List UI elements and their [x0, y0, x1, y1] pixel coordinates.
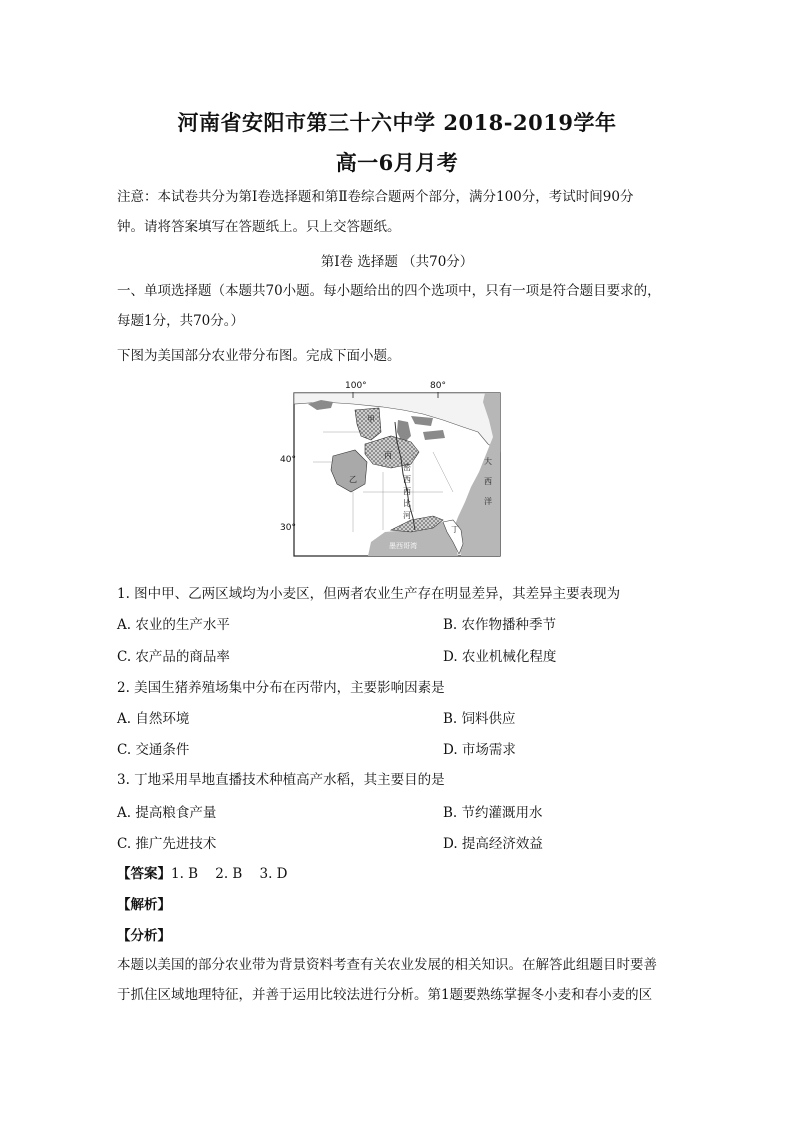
map-figure: [293, 392, 501, 557]
part-instructions: [117, 276, 677, 336]
lon-100-label: 100°: [345, 381, 367, 391]
river-char-5: 河: [403, 511, 411, 520]
q2-option-b: B. 饲料供应: [443, 711, 516, 727]
fenxi-label: 【分析】: [117, 928, 171, 944]
part-line-1: 一、单项选择题（本题共70小题。每小题给出的四个选项中，只有一项是符合题目要求的，: [117, 283, 661, 299]
analysis-body: [117, 950, 677, 1010]
river-char-4: 比: [403, 499, 411, 508]
q1-option-a: A. 农业的生产水平: [117, 617, 230, 633]
q2-option-c: C. 交通条件: [117, 742, 190, 758]
question-1-stem: 1. 图中甲、乙两区域均为小麦区，但两者农业生产存在明显差异，其差异主要表现为: [117, 586, 621, 602]
ocean-char-2: 西: [484, 477, 492, 486]
q3-option-d: D. 提高经济效益: [443, 836, 543, 852]
label-bing: 丙: [384, 451, 392, 460]
label-ding: 丁: [451, 525, 459, 534]
question-2-stem: 2. 美国生猪养殖场集中分布在丙带内，主要影响因素是: [117, 680, 445, 696]
answer-line: [117, 862, 288, 882]
question-intro: 下图为美国部分农业带分布图。完成下面小题。: [117, 348, 401, 364]
lat-40-label: 40°: [280, 455, 296, 465]
notice-line-2: 钟。请将答案填写在答题纸上。只上交答题纸。: [117, 219, 401, 235]
gulf-label: 墨西哥湾: [389, 542, 417, 550]
answer-label: 【答案】: [117, 866, 171, 882]
ocean-label: [484, 456, 492, 506]
lon-80-label: 80°: [430, 381, 446, 391]
label-yi: 乙: [349, 475, 357, 484]
river-char-2: 西: [403, 475, 411, 484]
q1-option-d: D. 农业机械化程度: [443, 649, 557, 665]
answer-text: 1. B 2. B 3. D: [171, 866, 288, 882]
notice-line-1: 注意：本试卷共分为第Ⅰ卷选择题和第Ⅱ卷综合题两个部分，满分100分，考试时间90分: [117, 189, 634, 205]
q2-option-d: D. 市场需求: [443, 742, 516, 758]
ocean-char-3: 洋: [484, 497, 492, 506]
river-label: [403, 462, 411, 520]
river-char-3: 西: [403, 487, 411, 496]
exam-title: 河南省安阳市第三十六中学 2018-2019学年: [177, 110, 617, 135]
usa-agriculture-map: [293, 392, 501, 557]
part-line-2: 每题1分，共70分。）: [117, 313, 245, 329]
exam-subtitle: 高一6月月考: [335, 150, 459, 175]
analysis-line-2: 于抓住区域地理特征，并善于运用比较法进行分析。第1题要熟练掌握冬小麦和春小麦的区: [117, 987, 653, 1003]
q3-option-b: B. 节约灌溉用水: [443, 805, 543, 821]
lat-30-label: 30°: [280, 523, 296, 533]
q1-option-b: B. 农作物播种季节: [443, 617, 557, 633]
analysis-line-1: 本题以美国的部分农业带为背景资料考查有关农业发展的相关知识。在解答此组题目时要善: [117, 957, 657, 973]
analysis-label: 【解析】: [117, 897, 171, 913]
q1-option-c: C. 农产品的商品率: [117, 649, 230, 665]
q3-option-a: A. 提高粮食产量: [117, 805, 217, 821]
q2-option-a: A. 自然环境: [117, 711, 190, 727]
river-char-1: 密: [403, 463, 411, 472]
label-jia: 甲: [367, 415, 375, 424]
q3-option-c: C. 推广先进技术: [117, 836, 217, 852]
ocean-char-1: 大: [484, 457, 492, 466]
question-3-stem: 3. 丁地采用旱地直播技术种植高产水稻，其主要目的是: [117, 772, 445, 788]
section-heading: 第Ⅰ卷 选择题 （共70分）: [320, 254, 474, 270]
notice: [117, 182, 677, 242]
